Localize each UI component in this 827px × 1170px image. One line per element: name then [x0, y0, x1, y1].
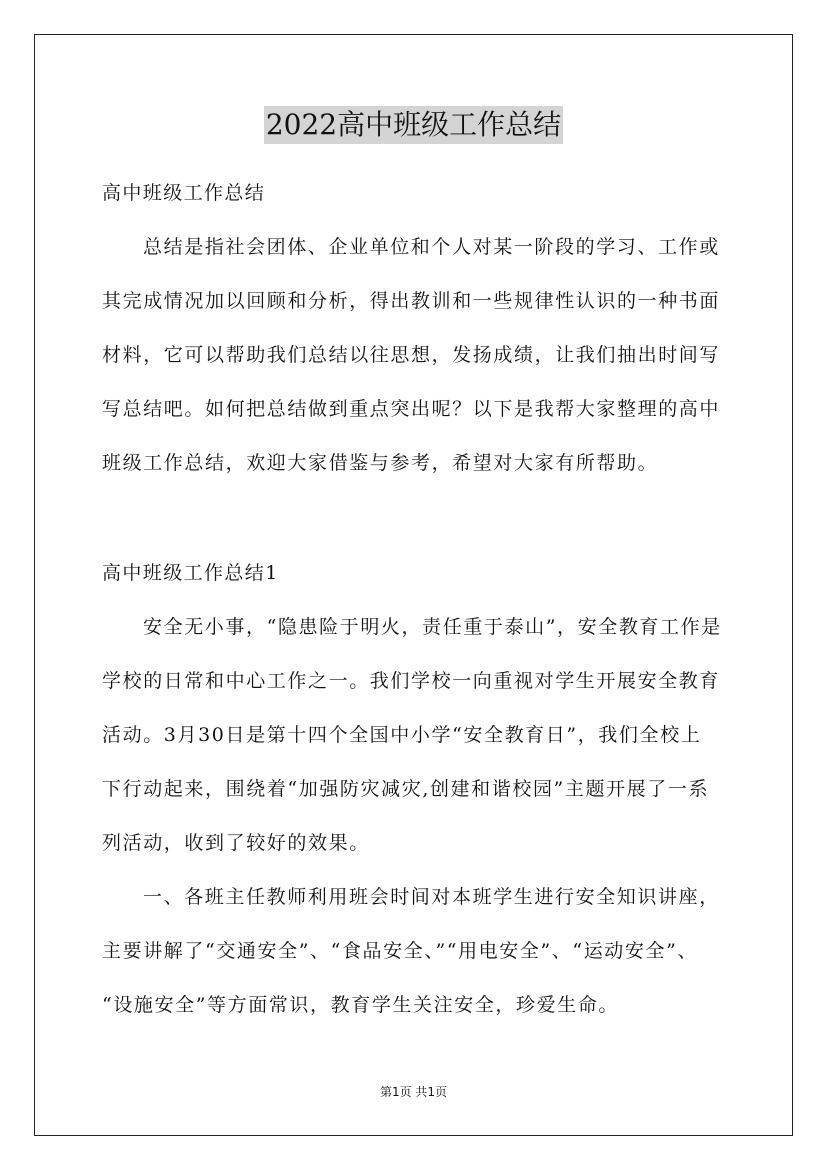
paragraph-line: 安全无小事，“隐患险于明火，责任重于泰山”，安全教育工作是: [143, 616, 722, 638]
intro-line: 写总结吧。如何把总结做到重点突出呢？以下是我帮大家整理的高中: [102, 398, 721, 420]
section-heading: 高中班级工作总结: [102, 182, 266, 204]
paragraph-line: “设施安全”等方面常识，教育学生关注安全，珍爱生命。: [102, 994, 620, 1016]
page-footer: [0, 1084, 827, 1100]
intro-line: 班级工作总结，欢迎大家借鉴与参考，希望对大家有所帮助。: [102, 452, 659, 474]
paragraph-line: 一、各班主任教师利用班会时间对本班学生进行安全知识讲座，: [143, 886, 720, 908]
section-heading: 高中班级工作总结1: [102, 562, 279, 584]
document-title-text: 2022高中班级工作总结: [264, 106, 563, 144]
paragraph-line: 下行动起来，围绕着“加强防灾减灾,创建和谐校园”主题开展了一系: [102, 778, 710, 800]
intro-line: 总结是指社会团体、企业单位和个人对某一阶段的学习、工作或: [143, 236, 720, 258]
document-title: [0, 104, 827, 144]
intro-line: 其完成情况加以回顾和分析，得出教训和一些规律性认识的一种书面: [102, 290, 721, 312]
paragraph-line: 主要讲解了“交通安全”、“食品安全、”“用电安全”、“运动安全”、: [102, 940, 699, 962]
paragraph-line: 学校的日常和中心工作之一。我们学校一向重视对学生开展安全教育: [102, 670, 721, 692]
intro-line: 材料，它可以帮助我们总结以往思想，发扬成绩，让我们抽出时间写: [102, 344, 721, 366]
page-number: 第1页 共1页: [379, 1085, 448, 1099]
paragraph-line: 活动。3月30日是第十四个全国中小学“安全教育日”，我们全校上: [102, 724, 702, 746]
paragraph-line: 列活动，收到了较好的效果。: [102, 832, 370, 854]
